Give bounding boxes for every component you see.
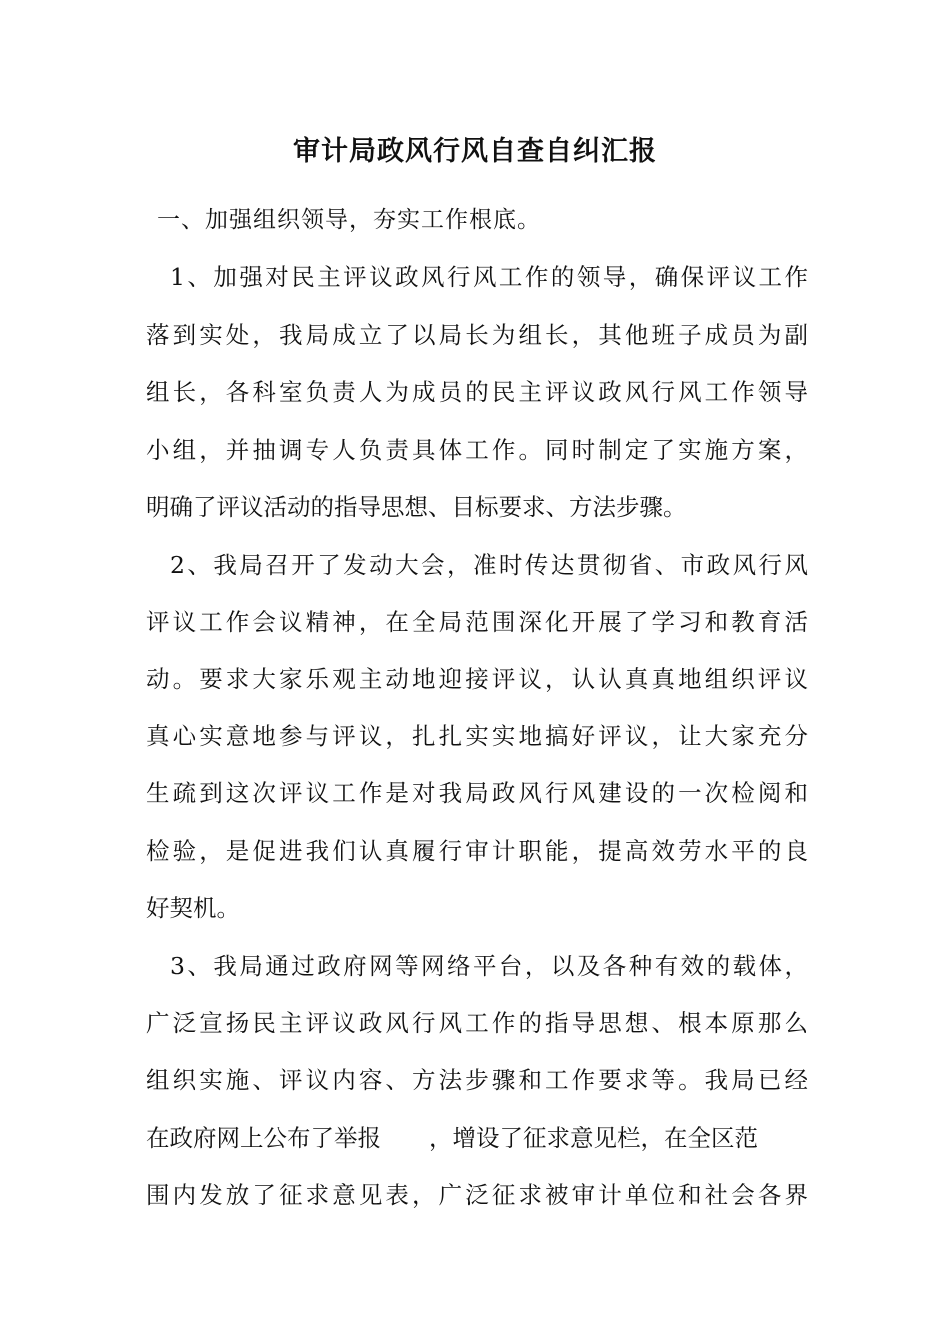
paragraph-line: 明确了评议活动的指导思想、目标要求、方法步骤。 <box>146 493 687 521</box>
paragraph-line: 生疏到这次评议工作是对我局政风行风建设的一次检阅和 <box>146 779 808 807</box>
paragraph-line: 真心实意地参与评议，扎扎实实地搞好评议，让大家充分 <box>146 722 808 750</box>
paragraph-line: 动。要求大家乐观主动地迎接评议，认认真真地组织评议 <box>146 665 808 693</box>
line-segment: ，增设了征求意见栏，在全区范 <box>429 1124 758 1152</box>
paragraph-line: 广泛宣扬民主评议政风行风工作的指导思想、根本原那么 <box>146 1009 808 1037</box>
paragraph-line: 好契机。 <box>146 894 240 922</box>
line-segment: 在政府网上公布了举报 <box>146 1124 381 1152</box>
paragraph-line: 检验，是促进我们认真履行审计职能，提高效劳水平的良 <box>146 837 808 865</box>
paragraph-line: 小组，并抽调专人负责具体工作。同时制定了实施方案， <box>146 436 808 464</box>
paragraph-line: 3、我局通过政府网等网络平台，以及各种有效的载体， <box>170 952 808 980</box>
paragraph-line: 评议工作会议精神，在全局范围深化开展了学习和教育活 <box>146 608 808 636</box>
document-title: 审计局政风行风自查自纠汇报 <box>293 136 657 167</box>
paragraph-line: 围内发放了征求意见表，广泛征求被审计单位和社会各界 <box>146 1181 808 1209</box>
paragraph-line: 2、我局召开了发动大会，准时传达贯彻省、市政风行风 <box>170 551 808 579</box>
paragraph-line: 1、加强对民主评议政风行风工作的领导，确保评议工作 <box>170 263 808 291</box>
paragraph-line: 落到实处，我局成立了以局长为组长，其他班子成员为副 <box>146 321 808 349</box>
paragraph-line: 组织实施、评议内容、方法步骤和工作要求等。我局已经 <box>146 1066 808 1094</box>
paragraph-line <box>146 1118 808 1158</box>
paragraph-line: 组长，各科室负责人为成员的民主评议政风行风工作领导 <box>146 378 808 406</box>
section-heading: 一、加强组织领导，夯实工作根底。 <box>157 207 541 233</box>
